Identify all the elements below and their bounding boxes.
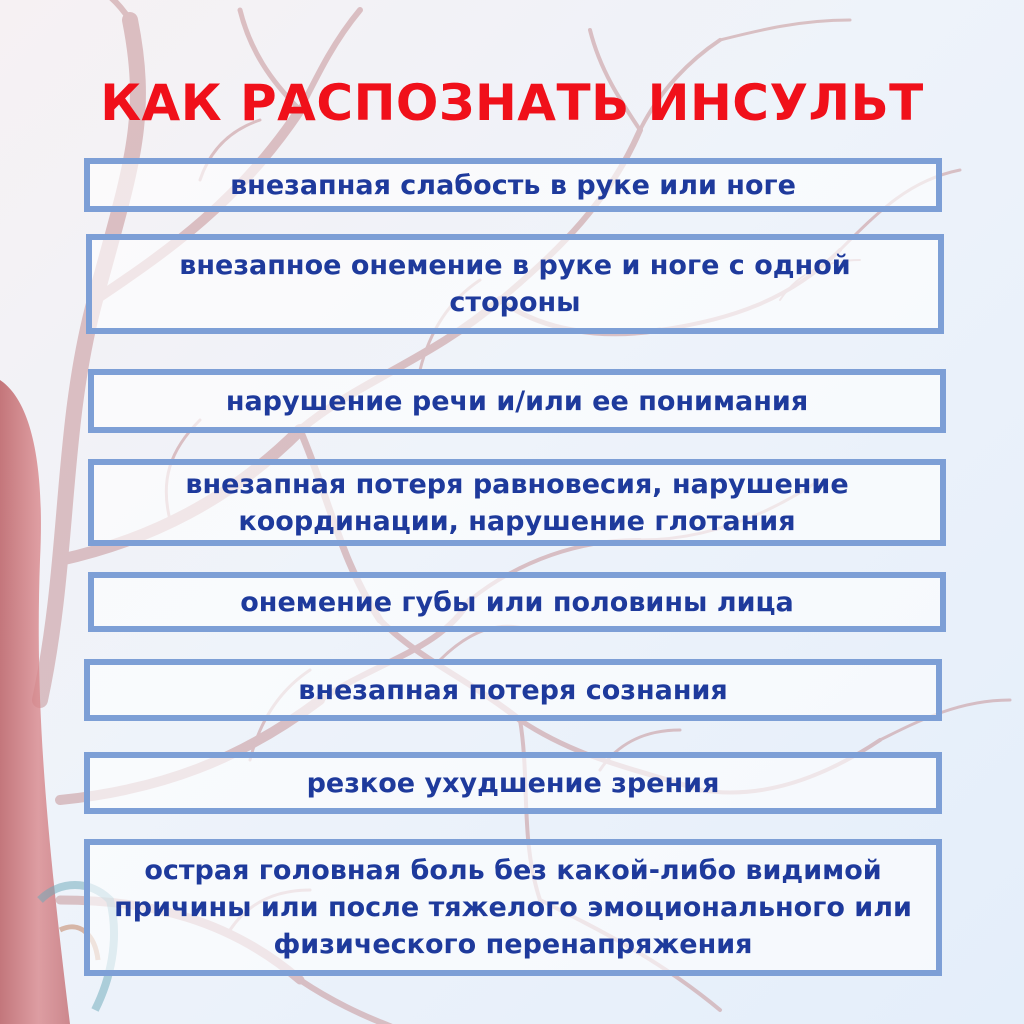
symptom-box-balance-loss: внезапная потеря равновесия, нарушение координации, нарушение глотания — [88, 459, 946, 546]
symptom-box-speech-disorder: нарушение речи и/или ее понимания — [88, 369, 946, 433]
symptom-box-vision-loss: резкое ухудшение зрения — [84, 752, 942, 814]
symptom-box-loss-of-consciousness: внезапная потеря сознания — [84, 659, 942, 721]
symptom-box-face-numbness: онемение губы или половины лица — [88, 572, 946, 632]
symptom-box-arm-leg-weakness: внезапная слабость в руке или ноге — [84, 158, 942, 212]
symptom-box-one-side-numbness: внезапное онемение в руке и ноге с одной стороны — [86, 234, 944, 334]
page-title: КАК РАСПОЗНАТЬ ИНСУЛЬТ — [100, 74, 924, 132]
symptom-box-sudden-headache: острая головная боль без какой-либо видимой причины или после тяжелого эмоционального или физического перенапряжения — [84, 839, 942, 976]
